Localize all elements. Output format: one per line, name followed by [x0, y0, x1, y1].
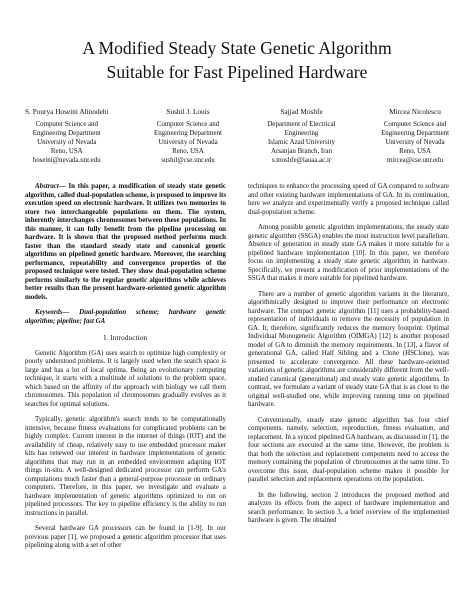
author-email: s.moshfe@iauaa.ac.ir: [271, 156, 332, 164]
body-paragraph: There are a number of genetic algorithm variants in the literature, algorithmically designed to improve their performance on electronic hardware. The compact genetic algorithm [11] uses a probability-based representation of individuals to remove the necessity of population in GA. It, therefore, significantly reduces the memory footprint. Optimal Individual Monogenetic Algorithm (OIMGA) [12] is another proposed model of GA to diminish the memory requirements. In [13], a flavor of generational GA, called Half Sibling and a Clone (HSClone), was presented to accelerate convergence. All these hardware-oriented variations of genetic algorithms are considerably different from the well-studied canonical (generational) and steady state genetic algorithms. In contrast, we formulate a variant of steady state GA that is as close to the original well-studied one, while improving running time on pipelined hardware.: [248, 290, 449, 409]
author-name: Sajjad Moshfe: [280, 107, 323, 116]
author-4: [381, 108, 449, 165]
affiliation-line: Islamic Azad University: [268, 138, 335, 146]
affiliation-line: Arsanjan Branch, Iran: [270, 147, 333, 155]
body-paragraph: Conventionally, steady state genetic algorithm has four chief components, namely, selection, reproduction, fitness evaluation, and replacement. In a synced pipelined GA hardware, as discussed in [1], the four sections are executed at the same time. However, the problem is that both the selection and replacement components need to access the memory containing the population of chromosomes at the same time. To overcome this issue, dual-population scheme makes it possible for parallel selection and replacement operations on the population.: [248, 416, 449, 484]
section-heading: I. Introduction: [103, 334, 148, 343]
affiliation-line: Engineering Department: [32, 129, 101, 137]
affiliation-line: Engineering: [284, 129, 319, 137]
body-paragraph: Genetic Algorithm (GA) uses search to optimize high complexity or poorly understood problems. It is largely used when the search space is large and has a lot of local optima. Being an evolutionary computing technique, it starts with a multitude of solutions to the problem space, which based on the affinity of the approach with biology we call them chromosomes. This population of chromosomes gradually evolves as it searches for optimal solutions.: [25, 349, 226, 408]
author-1: [25, 108, 109, 165]
affiliation-line: Computer Science and: [383, 120, 447, 128]
author-email: sushil@cse.unr.edu: [161, 156, 215, 164]
affiliation-line: Reno, USA: [399, 147, 431, 155]
body-paragraph: Typically, genetic algorithm's search tends to be computationally intensive, because fitness evaluations for complicated problems can be highly complex. Current interest in the internet of things (IOT) and the availability of cheap, relatively easy to use embedded processor maker kits has renewed our interest in hardware implementations of genetic algorithms that may run in an embedded environment adapting IOT things in-situ. A well-designed dedicated processor can perform GA's computations much faster than a general-purpose processor on ordinary computers. Therefore, in this paper, we investigate and evaluate a hardware implementation of genetic algorithms optimized to run on pipelined processors. The key to pipeline efficiency is the ability to run instructions in parallel.: [25, 416, 226, 517]
affiliation-line: Engineering Department: [154, 129, 222, 137]
body-paragraph: In the following, section 2 introduces the proposed method and analyzes its effects from the aspect of hardware implementation and search performance. In section 3, a brief overview of the implemented hardware is given. The obtained: [248, 491, 449, 525]
title-line-2: Suitable for Fast Pipelined Hardware: [106, 62, 368, 82]
body-paragraph: techniques to enhance the processing speed of GA compared to software and other existing hardware implementations of GA. In its continuation, here we analyze and experimentally verify a proposed technique called dual-population scheme.: [248, 183, 449, 216]
author-3: [267, 108, 335, 165]
body-paragraph: Several hardware GA processors can be found in [1-9]. In our previous paper [1], we proposed a genetic algorithm processor that uses pipelining along with a set of other: [25, 525, 226, 550]
author-2: [154, 108, 222, 165]
affiliation-line: Engineering Department: [381, 129, 449, 137]
affiliation-line: Reno, USA: [172, 147, 204, 155]
abstract: [25, 183, 226, 302]
affiliation-line: Computer Science and: [156, 120, 220, 128]
affiliation-line: Department of Electrical: [267, 120, 336, 128]
author-block: [25, 108, 449, 165]
affiliation-line: Computer Science and: [35, 120, 98, 128]
affiliation-line: University of Nevada: [385, 138, 445, 146]
author-name: Mircea Nicolescu: [389, 107, 441, 116]
affiliation-line: Reno, USA: [50, 147, 83, 155]
body-paragraph: Among possible genetic algorithm implementations, the steady state genetic algorithm (SSGA) enables the most instruction level parallelism. Absence of generation in steady state GA makes it more suitable for a pipelined hardware implementation [10]. In this paper, we therefore focus on implementing a steady state genetic algorithm in hardware. Specifically, we present a modification of prior implementations of the SSGA that makes it more suitable for pipelined hardware.: [248, 224, 449, 283]
abstract-label: Abstract: [35, 183, 59, 191]
two-column-body: [25, 183, 449, 558]
title-line-1: A Modified Steady State Genetic Algorithm: [82, 38, 392, 58]
author-name: Sushil J. Louis: [166, 107, 210, 116]
abstract-text: — In this paper, a modification of steady state genetic algorithm, called dual-population scheme, is proposed to improve its execution speed on electronic hardware. It utilizes two memories to store two interchangeable populations on them. The system, inherently interchanges chromosomes between these populations. In this manner, it can fully benefit from the pipeline processing on hardware. It is shown that the proposed method performs much faster than the standard steady state and canonical genetic algorithms on pipelined genetic hardware. Moreover, the searching performance, repeatability and convergence properties of the proposed technique were tested. They show dual-population scheme performs similarly to the regular genetic algorithms while achieves better results than the present hardware-oriented genetic algorithm models.: [25, 183, 226, 301]
affiliation-line: University of Nevada: [158, 138, 218, 146]
author-name: S. Pourya Hoseini Alinodehi: [25, 107, 109, 116]
left-column: [25, 183, 226, 558]
author-email: hoseini@nevada.unr.edu: [32, 156, 101, 164]
right-column: [248, 183, 449, 558]
keywords: Keywords— Dual-population scheme; hardware genetic algorithm; pipeline; fast GA: [25, 309, 226, 325]
affiliation-line: University of Nevada: [37, 138, 97, 146]
paper-title: [25, 36, 449, 84]
author-email: mircea@cse.unr.edu: [386, 156, 444, 164]
